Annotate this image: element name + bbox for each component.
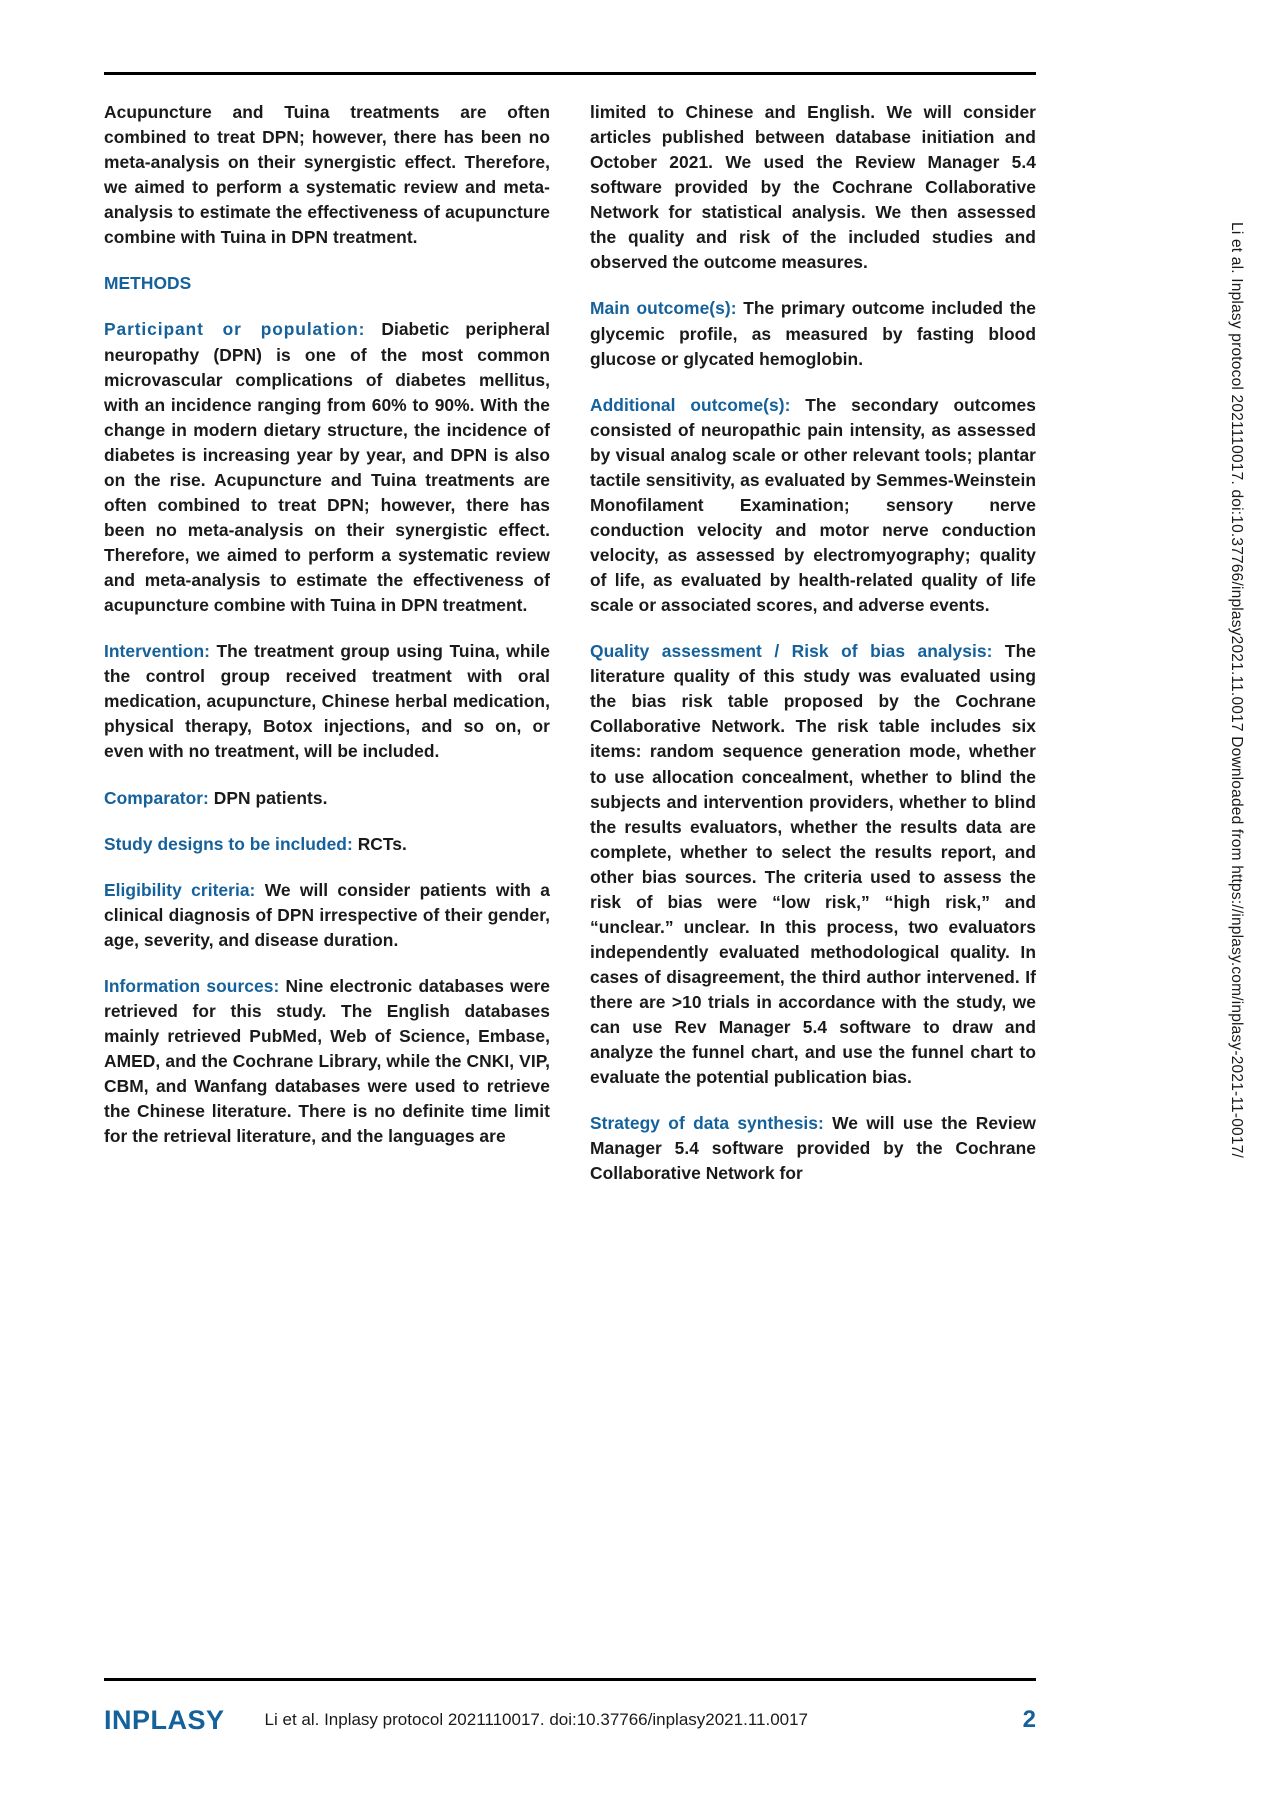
information-sources-text: Nine electronic databases were retrieved for this study. The English databases mainly retrieved PubMed, Web of Science, Embase, AMED, and the Cochrane Library, while the CNKI, VIP, CBM, and Wanfang databases were used to retrieve the Chinese literature. There is no definite time limit for the retrieval literature, and the languages are (104, 975, 550, 1147)
methods-heading: METHODS (104, 273, 192, 294)
information-sources-paragraph (104, 974, 550, 1149)
quality-assessment-paragraph (590, 639, 1036, 1090)
page-body (104, 100, 1036, 1660)
page-number: 2 (1022, 1706, 1036, 1733)
continuation-paragraph: limited to Chinese and English. We will consider articles published between database initiation and October 2021. We used the Review Manager 5.4 software provided by the Cochrane Collaborative Network for statistical analysis. We then assessed the quality and risk of the included studies and observed the outcome measures. (590, 102, 1036, 273)
page-footer (104, 1700, 1036, 1740)
strategy-text: We will use the Review Manager 5.4 software provided by the Cochrane Collaborative Network for (590, 1113, 1036, 1184)
participant-text: Diabetic peripheral neuropathy (DPN) is one of the most common microvascular complications of diabetes mellitus, with an incidence ranging from 60% to 90%. With the change in modern dietary structure, the incidence of diabetes is increasing year by year, and DPN is also on the rise. Acupuncture and Tuina treatments are often combined to treat DPN; however, there has been no meta-analysis on their synergistic effect. Therefore, we aimed to perform a systematic review and meta-analysis to estimate the effectiveness of acupuncture combine with Tuina in DPN treatment. (104, 319, 550, 616)
side-citation-note (1215, 0, 1255, 1800)
additional-outcome-paragraph (590, 393, 1036, 619)
strategy-paragraph (590, 1111, 1036, 1186)
eligibility-paragraph (104, 878, 550, 953)
side-citation-text: Li et al. Inplasy protocol 2021110017. doi:10.37766/inplasy2021.11.0017 Downloaded from https://inplasy.com/inplasy-2021-11-0017/ (1228, 222, 1245, 1159)
intervention-label: Intervention: (104, 641, 210, 662)
participant-label: Participant or population: (104, 319, 366, 340)
comparator-paragraph (104, 786, 550, 811)
study-designs-text: RCTs. (352, 833, 407, 854)
main-outcome-label: Main outcome(s): (590, 298, 737, 319)
right-column (590, 100, 1036, 1660)
strategy-label: Strategy of data synthesis: (590, 1113, 824, 1134)
footer-citation: Li et al. Inplasy protocol 2021110017. doi:10.37766/inplasy2021.11.0017 (264, 1710, 809, 1729)
intervention-paragraph (104, 639, 550, 764)
additional-outcome-text: The secondary outcomes consisted of neuropathic pain intensity, as assessed by visual analog scale or other relevant tools; plantar tactile sensitivity, as evaluated by Semmes-Weinstein Monofilament Examination; sensory nerve conduction velocity and motor nerve conduction velocity, as assessed by electromyography; quality of life, as evaluated by health-related quality of life scale or associated scores, and adverse events. (590, 394, 1037, 616)
inplasy-logo: INPLASY (104, 1704, 225, 1735)
left-intro-paragraph: Acupuncture and Tuina treatments are often combined to treat DPN; however, there has been no meta-analysis on their synergistic effect. Therefore, we aimed to perform a systematic review and meta-analysis to estimate the effectiveness of acupuncture combine with Tuina in DPN treatment. (104, 102, 550, 248)
information-sources-label: Information sources: (104, 975, 280, 996)
comparator-text: DPN patients. (208, 787, 328, 808)
main-outcome-text: The primary outcome included the glycemic profile, as measured by fasting blood glucose or glycated hemoglobin. (590, 298, 1037, 369)
study-designs-label: Study designs to be included: (104, 833, 353, 854)
left-column (104, 100, 550, 1660)
quality-assessment-label: Quality assessment / Risk of bias analysis: (590, 641, 993, 662)
footer-rule (104, 1678, 1036, 1681)
study-designs-paragraph (104, 832, 550, 857)
intervention-text: The treatment group using Tuina, while the control group received treatment with oral medication, acupuncture, Chinese herbal medication, physical therapy, Botox injections, and so on, or even with no treatment, will be included. (104, 641, 550, 762)
eligibility-text: We will consider patients with a clinical diagnosis of DPN irrespective of their gender, age, severity, and disease duration. (104, 879, 550, 950)
quality-assessment-text: The literature quality of this study was evaluated using the bias risk table proposed by the Cochrane Collaborative Network. The risk table includes six items: random sequence generation mode, whether to use allocation concealment, whether to blind the subjects and intervention providers, whether to blind the results evaluators, whether the results data are complete, whether to select the results report, and other bias sources. The criteria used to assess the risk of bias were “low risk,” “high risk,” and “unclear.” unclear. In this process, two evaluators independently evaluated methodological quality. In cases of disagreement, the third author intervened. If there are >10 trials in accordance with the study, we can use Rev Manager 5.4 software to draw and analyze the funnel chart, and use the funnel chart to evaluate the potential publication bias. (590, 641, 1036, 1088)
participant-paragraph (104, 317, 550, 618)
comparator-label: Comparator: (104, 787, 209, 808)
eligibility-label: Eligibility criteria: (104, 879, 256, 900)
main-outcome-paragraph (590, 296, 1036, 371)
header-rule (104, 72, 1036, 75)
additional-outcome-label: Additional outcome(s): (590, 394, 791, 415)
